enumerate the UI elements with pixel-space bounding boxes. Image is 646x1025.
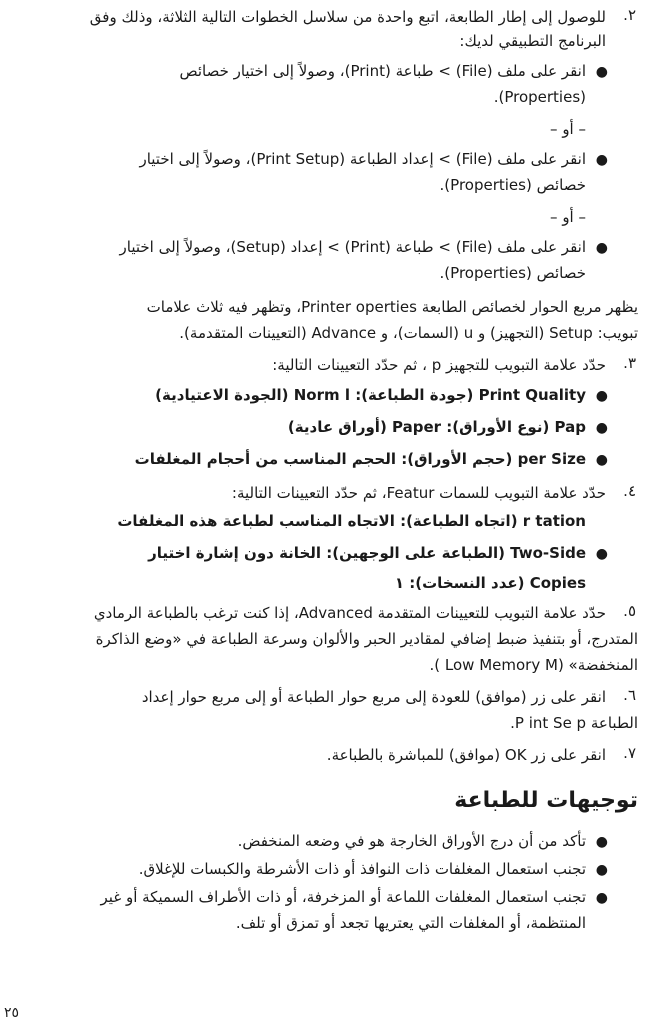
setting-text: per Size (حجم الأوراق): الحجم المناسب من أحجام المغلفات: [134, 450, 586, 468]
step-text: للوصول إلى إطار الطابعة، اتبع واحدة من سلاسل الخطوات التالية الثلاثة، وذلك وفق: [89, 8, 606, 26]
setting-text: Copies (عدد النسخات): ١: [394, 574, 586, 592]
bullet-icon: ●: [595, 862, 608, 878]
or-separator: – أو –: [550, 120, 586, 138]
setting-text: r tation (اتجاه الطباعة): الاتجاه المناسب لطباعة هذه المغلفات: [117, 512, 586, 530]
bullet-icon: ●: [595, 890, 608, 906]
body-text: يظهر مربع الحوار لخصائص الطابعة Printer operties، وتظهر فيه ثلاث علامات: [146, 298, 638, 316]
step-text: انقر على زر (موافق) للعودة إلى مربع حوار الطباعة أو إلى مربع حوار إعداد: [141, 688, 606, 706]
step-number: ٥.: [623, 602, 636, 620]
option-text: انقر على ملف (File) > طباعة (Print) > إعداد (Setup)، وصولاً إلى اختيار: [119, 238, 586, 256]
tip-text: تجنب استعمال المغلفات ذات النوافذ أو ذات الأشرطة والكبسات للإغلاق.: [138, 860, 586, 878]
option-text: خصائص (Properties).: [439, 264, 586, 282]
setting-text: Print Quality (جودة الطباعة): Norm l (الجودة الاعتيادية): [155, 386, 586, 404]
bullet-icon: ●: [595, 546, 608, 562]
bullet-icon: ●: [595, 64, 608, 80]
bullet-icon: ●: [595, 420, 608, 436]
step-text: انقر على زر OK (موافق) للمباشرة بالطباعة.: [326, 746, 606, 764]
step-number: ٣.: [623, 354, 636, 372]
bullet-icon: ●: [595, 152, 608, 168]
step-number: ٤.: [623, 482, 636, 500]
option-text: انقر على ملف (File) > إعداد الطباعة (Print Setup)، وصولاً إلى اختيار: [139, 150, 586, 168]
tip-text: تأكد من أن درج الأوراق الخارجة هو في وضعه المنخفض.: [237, 832, 586, 850]
bullet-icon: ●: [595, 452, 608, 468]
step-text: حدّد علامة التبويب للسمات Featur، ثم حدّد التعيينات التالية:: [231, 484, 606, 502]
bullet-icon: ●: [595, 834, 608, 850]
step-text: حدّد علامة التبويب للتعيينات المتقدمة Advanced، إذا كنت ترغب بالطباعة الرمادي: [93, 604, 606, 622]
body-text: تبويب: Setup (التجهيز) و u (السمات)، و Advance (التعيينات المتقدمة).: [179, 324, 638, 342]
step-number: ٧.: [623, 744, 636, 762]
setting-text: Pap (نوع الأوراق): Paper (أوراق عادية): [287, 418, 586, 436]
tip-text: تجنب استعمال المغلفات اللماعة أو المزخرفة، أو ذات الأطراف السميكة أو غير: [100, 888, 586, 906]
section-heading: توجيهات للطباعة: [454, 788, 638, 813]
step-text: المتدرج، أو بتنفيذ ضبط إضافي لمقادير الحبر والألوان وسرعة الطباعة في «وضع الذاكرة: [95, 630, 638, 648]
option-text: خصائص (Properties).: [439, 176, 586, 194]
bullet-icon: ●: [595, 388, 608, 404]
step-number: ٢.: [623, 6, 636, 24]
step-text: المنخفضة» (Low Memory M ).: [429, 656, 638, 674]
step-number: ٦.: [623, 686, 636, 704]
or-separator: – أو –: [550, 208, 586, 226]
setting-text: Two-Side (الطباعة على الوجهين): الخانة دون إشارة اختيار: [148, 544, 586, 562]
page-number: ٢٥: [4, 1005, 20, 1021]
bullet-icon: ●: [595, 240, 608, 256]
option-text: انقر على ملف (File) > طباعة (Print)، وصولاً إلى اختيار خصائص: [179, 62, 586, 80]
step-text: حدّد علامة التبويب للتجهيز p ، ثم حدّد التعيينات التالية:: [272, 356, 606, 374]
step-text: البرنامج التطبيقي لديك:: [459, 32, 606, 50]
step-text: الطباعة P int Se p.: [510, 714, 638, 732]
tip-text: المنتظمة، أو المغلفات التي يعتريها تجعد أو تمزق أو تلف.: [235, 914, 586, 932]
option-text: (Properties).: [493, 88, 586, 106]
